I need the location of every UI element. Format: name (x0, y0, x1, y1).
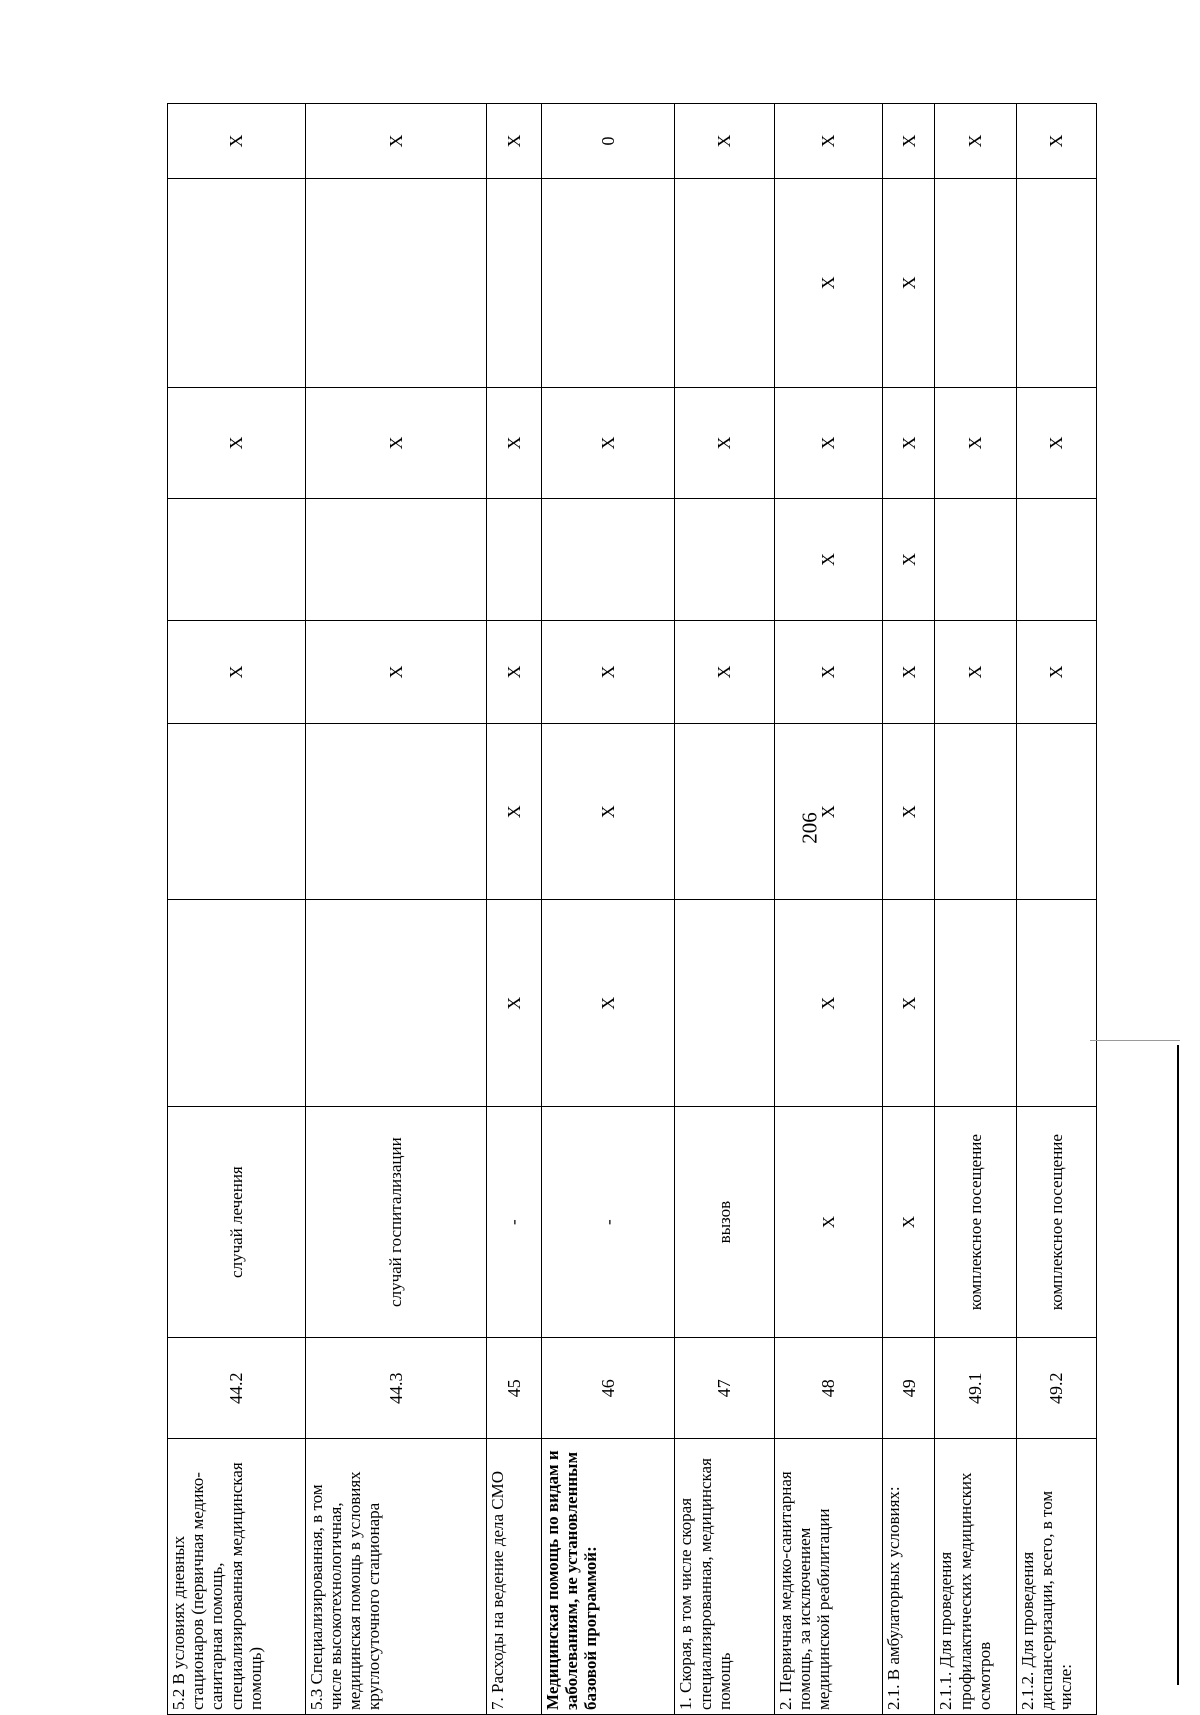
value-cell (168, 724, 306, 900)
table-row (1016, 104, 1096, 1715)
value-cell: Х (883, 179, 935, 388)
value-cell: Х (883, 387, 935, 498)
table-row (935, 104, 1016, 1715)
value-cell (542, 499, 675, 621)
row-name-cell: 2. Первичная медико-санитарная помощь, за исключением медицинской реабилитации (774, 1439, 882, 1715)
value-cell: Х (883, 900, 935, 1107)
value-cell (675, 724, 774, 900)
line-number-cell: 46 (542, 1338, 675, 1439)
table-row (774, 104, 882, 1715)
line-number-cell: 44.3 (305, 1338, 486, 1439)
value-cell: Х (542, 724, 675, 900)
value-cell (935, 724, 1016, 900)
row-name-cell: 2.1.1. Для проведения профилактических медицинских осмотров (935, 1439, 1016, 1715)
unit-cell: комплексное посещение (1016, 1107, 1096, 1338)
value-cell (935, 179, 1016, 388)
row-name-cell: 7. Расходы на ведение дела СМО (486, 1439, 541, 1715)
value-cell: Х (883, 104, 935, 179)
value-cell (168, 179, 306, 388)
value-cell (1016, 179, 1096, 388)
value-cell: Х (486, 724, 541, 900)
unit-cell: вызов (675, 1107, 774, 1338)
value-cell: Х (675, 620, 774, 723)
value-cell: Х (935, 620, 1016, 723)
value-cell: Х (935, 387, 1016, 498)
table-row (168, 104, 306, 1715)
line-number-cell: 49.2 (1016, 1338, 1096, 1439)
unit-cell: Х (774, 1107, 882, 1338)
table-row (883, 104, 935, 1715)
value-cell: Х (486, 387, 541, 498)
value-cell: Х (486, 104, 541, 179)
unit-cell: - (486, 1107, 541, 1338)
unit-cell: комплексное посещение (935, 1107, 1016, 1338)
value-cell: Х (774, 387, 882, 498)
value-cell: Х (305, 620, 486, 723)
row-name-cell: 2.1.2. Для проведения диспансеризации, всего, в том числе: (1016, 1439, 1096, 1715)
line-number-cell: 44.2 (168, 1338, 306, 1439)
value-cell: Х (1016, 387, 1096, 498)
row-name-cell: Медицинская помощь по видам и заболеваниям, не установленным базовой программой: (542, 1439, 675, 1715)
scan-mark (1090, 1040, 1180, 1041)
program-table (167, 103, 1097, 1715)
unit-cell: случай лечения (168, 1107, 306, 1338)
line-number-cell: 49 (883, 1338, 935, 1439)
value-cell: Х (486, 900, 541, 1107)
row-name-cell: 5.3 Специализированная, в том числе высокотехнологичная, медицинская помощь в условиях круглосуточного стационара (305, 1439, 486, 1715)
value-cell (1016, 499, 1096, 621)
table-row (486, 104, 541, 1715)
table-row (305, 104, 486, 1715)
value-cell: Х (542, 620, 675, 723)
rotated-page-content (167, 103, 1097, 1715)
value-cell: Х (774, 104, 882, 179)
value-cell (675, 179, 774, 388)
value-cell: Х (168, 387, 306, 498)
value-cell: Х (486, 620, 541, 723)
value-cell (675, 900, 774, 1107)
value-cell: 0 (542, 104, 675, 179)
row-name-cell: 1. Скорая, в том числе скорая специализированная, медицинская помощь (675, 1439, 774, 1715)
row-name-cell: 5.2 В условиях дневных стационаров (первичная медико-санитарная помощь, специализированная медицинская помощь) (168, 1439, 306, 1715)
row-name-cell: 2.1. В амбулаторных условиях: (883, 1439, 935, 1715)
value-cell (168, 499, 306, 621)
value-cell: Х (542, 900, 675, 1107)
value-cell (935, 499, 1016, 621)
value-cell (486, 179, 541, 388)
page-number: 206 (797, 812, 822, 844)
value-cell (305, 179, 486, 388)
scan-edge-line (1177, 1045, 1179, 1685)
value-cell: Х (168, 620, 306, 723)
line-number-cell: 47 (675, 1338, 774, 1439)
value-cell: Х (774, 724, 882, 900)
value-cell (542, 179, 675, 388)
table-row (542, 104, 675, 1715)
table-body (168, 104, 1097, 1715)
value-cell: Х (542, 387, 675, 498)
value-cell: Х (1016, 620, 1096, 723)
value-cell: Х (1016, 104, 1096, 179)
value-cell (486, 499, 541, 621)
unit-cell: Х (883, 1107, 935, 1338)
value-cell (168, 900, 306, 1107)
value-cell: Х (883, 499, 935, 621)
line-number-cell: 49.1 (935, 1338, 1016, 1439)
table-row (675, 104, 774, 1715)
value-cell (305, 499, 486, 621)
line-number-cell: 48 (774, 1338, 882, 1439)
value-cell: Х (675, 104, 774, 179)
value-cell (305, 724, 486, 900)
value-cell (1016, 724, 1096, 900)
value-cell: Х (774, 900, 882, 1107)
unit-cell: случай госпитализации (305, 1107, 486, 1338)
value-cell: Х (168, 104, 306, 179)
unit-cell: - (542, 1107, 675, 1338)
value-cell: Х (305, 387, 486, 498)
value-cell: Х (675, 387, 774, 498)
line-number-cell: 45 (486, 1338, 541, 1439)
value-cell: Х (935, 104, 1016, 179)
value-cell (935, 900, 1016, 1107)
value-cell (1016, 900, 1096, 1107)
value-cell: Х (774, 499, 882, 621)
value-cell (675, 499, 774, 621)
value-cell: Х (774, 179, 882, 388)
value-cell: Х (774, 620, 882, 723)
value-cell: Х (883, 620, 935, 723)
value-cell: Х (883, 724, 935, 900)
value-cell: Х (305, 104, 486, 179)
value-cell (305, 900, 486, 1107)
